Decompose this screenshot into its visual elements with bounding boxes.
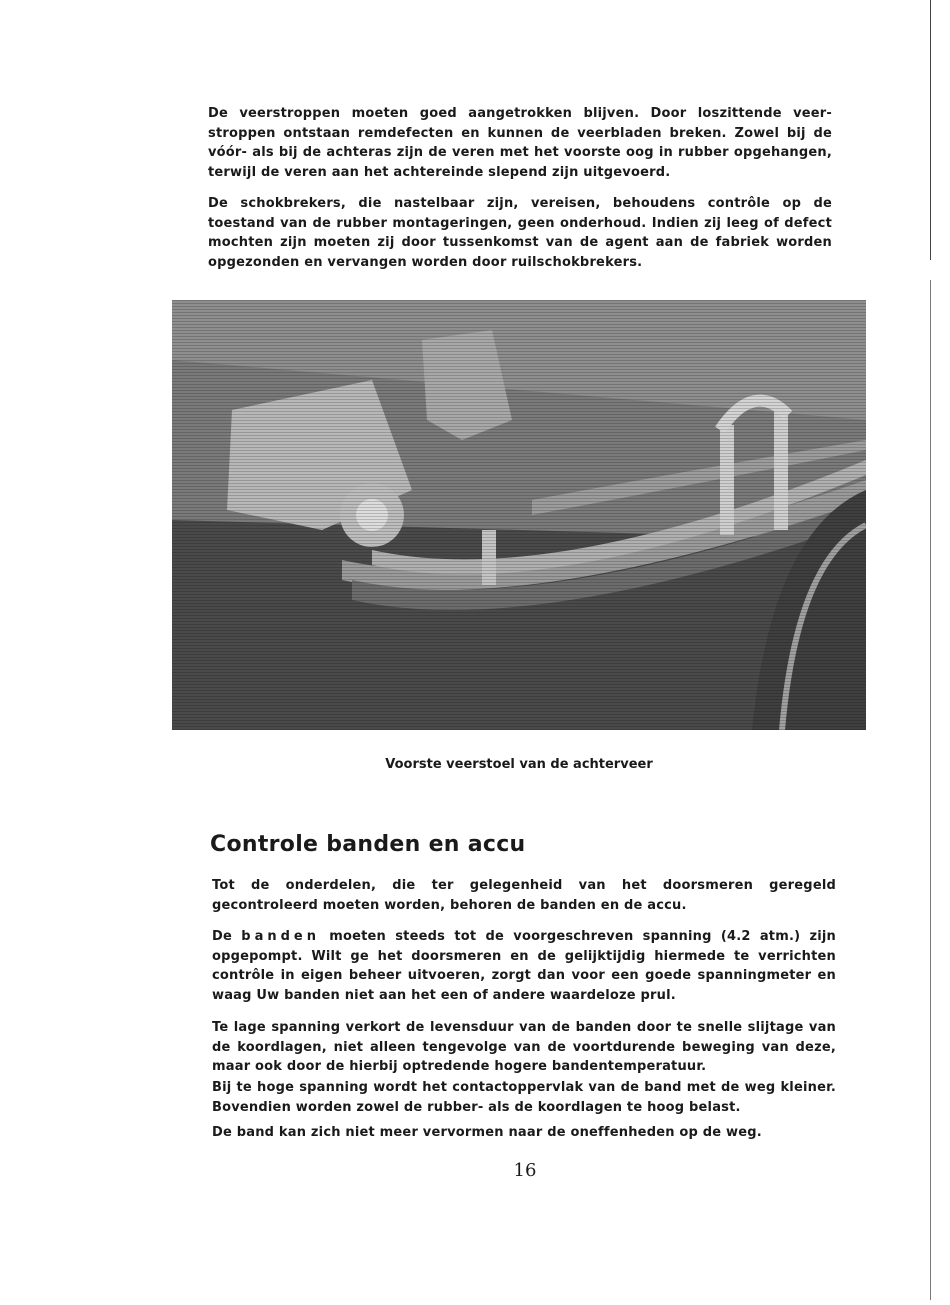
emphasized-word: banden — [241, 929, 320, 944]
leaf-spring-photo — [172, 300, 866, 730]
page-number: 16 — [513, 1160, 537, 1181]
section-heading: Controle banden en accu — [210, 832, 526, 857]
paragraph-lage-spanning: Te lage spanning verkort de levensduur van de banden door te snelle slijtage van de koordlagen, niet alleen tengevolge van de voortdurende beweging van deze, maar ook door de hierbij optredende hogere bandentemperatuur. — [212, 1020, 836, 1074]
paragraph-veerstroppen: De veerstroppen moeten goed aangetrokken blijven. Door loszittende veer-stroppen ontstaan remdefecten en kunnen de veerbladen breken. Zowel bij de vóór- als bij de achteras zijn de veren met het voorste oog in rubber opgehangen, terwijl de veren aan het achtereinde slepend zijn uitgevoerd. — [208, 106, 832, 180]
scan-edge-line — [930, 0, 931, 260]
figure-caption: Voorste veerstoel van de achterveer — [385, 757, 653, 772]
paragraph-onderdelen: Tot de onderdelen, die ter gelegenheid van het doorsmeren geregeld gecontroleerd moeten worden, behoren de banden en de accu. — [212, 878, 836, 913]
paragraph-hoge-spanning: Bij te hoge spanning wordt het contactoppervlak van de band met de weg kleiner. Bovendien worden zowel de rubber- als de koordlagen te hoog belast. — [212, 1080, 836, 1115]
scan-edge-line-lower — [930, 280, 931, 1300]
paragraph-vervormen: De band kan zich niet meer vervormen naar de oneffenheden op de weg. — [212, 1125, 762, 1140]
leaf-spring-illustration — [172, 300, 866, 730]
paragraph-rest: moeten steeds tot de voorgeschreven spanning (4.2 atm.) zijn opgepompt. Wilt ge het doorsmeren en de gelijktijdig hiermede te verrichten contrôle in eigen beheer uitvoeren, zorgt dan voor een goede spanningmeter en waag Uw banden niet aan het een of andere waardeloze prul. — [212, 929, 837, 1003]
paragraph-lead: De — [212, 929, 233, 944]
paragraph-schokbrekers: De schokbrekers, die nastelbaar zijn, vereisen, behoudens contrôle op de toestand van de rubber montageringen, geen onderhoud. Indien zij leeg of defect mochten zijn moeten zij door tussenkomst van de agent aan de fabriek worden opgezonden en vervangen worden door ruilschokbrekers. — [208, 196, 832, 270]
paragraph-banden-spanning — [212, 927, 836, 1005]
